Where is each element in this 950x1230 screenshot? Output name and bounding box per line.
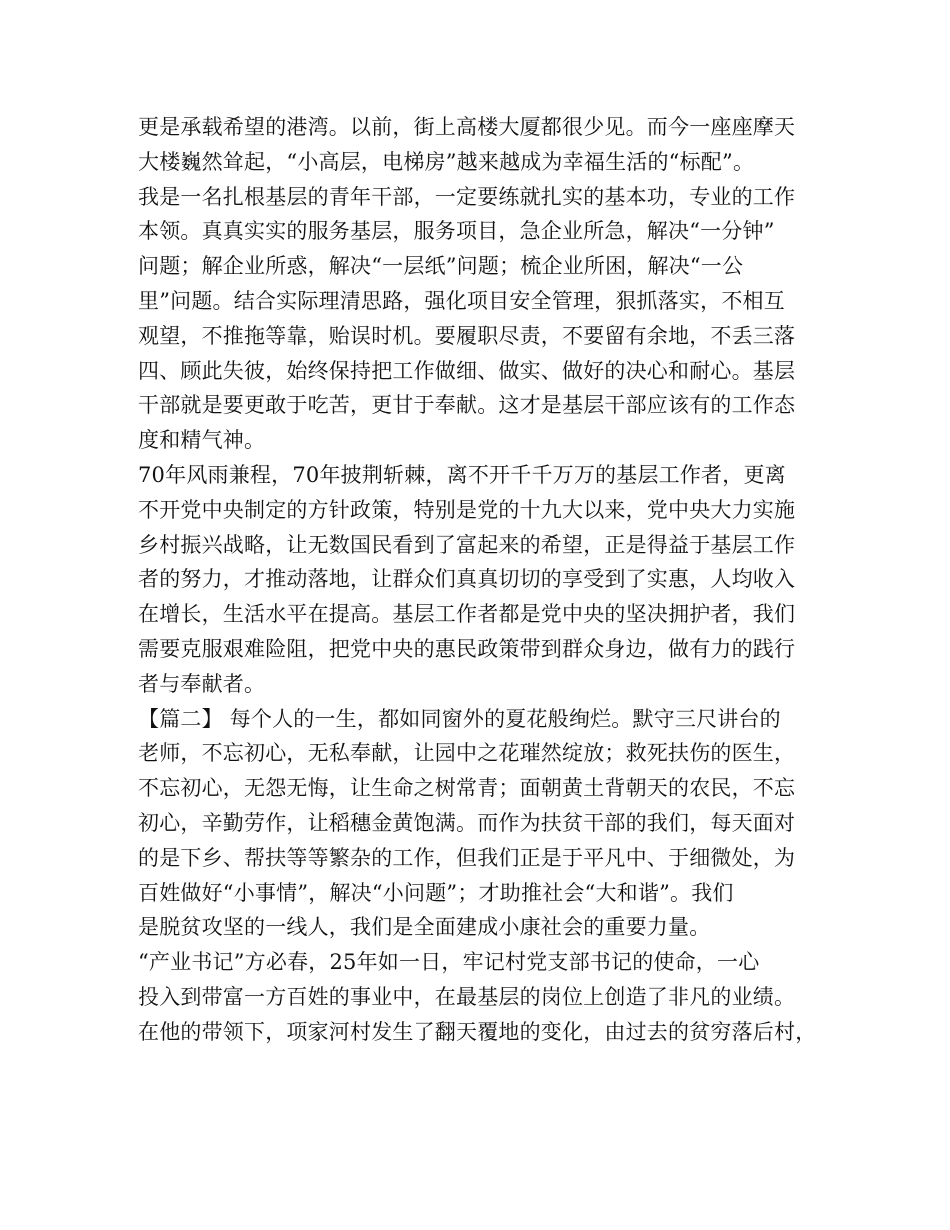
text-line: 是脱贫攻坚的一线人，我们是全面建成小康社会的重要力量。	[138, 915, 711, 940]
text-line: 的是下乡、帮扶等等繁杂的工作，但我们正是于平凡中、于细微处，为	[138, 845, 796, 870]
text-line: 度和精气神。	[138, 428, 266, 453]
text-line: 【篇二】 每个人的一生，都如同窗外的夏花般绚烂。默守三尺讲台的	[138, 706, 781, 731]
text-line: 更是承载希望的港湾。以前，街上高楼大厦都很少见。而今一座座摩天	[138, 115, 796, 139]
text-line: 观望，不推拖等靠，贻误时机。要履职尽责，不要留有余地，不丢三落	[138, 323, 796, 348]
text-line: 老师，不忘初心，无私奉献，让园中之花璀然绽放；救死扶伤的医生，	[138, 741, 796, 766]
text-line: 乡村振兴战略，让无数国民看到了富起来的希望，正是得益于基层工作	[138, 532, 796, 557]
text-line: 在他的带领下，项家河村发生了翻天覆地的变化，由过去的贫穷落后村，	[138, 1019, 817, 1044]
text-line: 里”问题。结合实际理清思路，强化项目安全管理，狠抓落实，不相互	[138, 288, 785, 313]
document-body	[138, 110, 828, 1050]
text-line: 投入到带富一方百姓的事业中，在最基层的岗位上创造了非凡的业绩。	[138, 984, 796, 1009]
text-line: “产业书记”方必春，25年如一日，牢记村党支部书记的使命，一心	[138, 950, 760, 975]
text-line: 大楼巍然耸起，“小高层，电梯房”越来越成为幸福生活的“标配”。	[138, 149, 755, 174]
text-line: 我是一名扎根基层的青年干部，一定要练就扎实的基本功，专业的工作	[138, 184, 796, 209]
text-line: 干部就是要更敢于吃苦，更甘于奉献。这才是基层干部应该有的工作态	[138, 393, 796, 418]
text-line: 者与奉献者。	[138, 671, 266, 696]
text-line: 不开党中央制定的方针政策，特别是党的十九大以来，党中央大力实施	[138, 497, 796, 522]
text-line: 70年风雨兼程，70年披荆斩棘，离不开千千万万的基层工作者，更离	[138, 462, 786, 487]
text-line: 百姓做好“小事情”，解决“小问题”；才助推社会“大和谐”。我们	[138, 880, 734, 905]
text-line: 者的努力，才推动落地，让群众们真真切切的享受到了实惠，人均收入	[138, 567, 796, 592]
text-line: 需要克服艰难险阻，把党中央的惠民政策带到群众身边，做有力的践行	[138, 636, 796, 661]
text-line: 本领。真真实实的服务基层，服务项目，急企业所急，解决“一分钟”	[138, 219, 775, 244]
text-line: 不忘初心，无怨无悔，让生命之树常青；面朝黄土背朝天的农民，不忘	[138, 776, 796, 801]
text-line: 在增长，生活水平在提高。基层工作者都是党中央的坚决拥护者，我们	[138, 602, 796, 627]
text-line: 四、顾此失彼，始终保持把工作做细、做实、做好的决心和耐心。基层	[138, 358, 796, 383]
text-line: 问题；解企业所惑，解决“一层纸”问题；梳企业所困，解决“一公	[138, 254, 744, 279]
text-line: 初心，辛勤劳作，让稻穗金黄饱满。而作为扶贫干部的我们，每天面对	[138, 810, 796, 835]
